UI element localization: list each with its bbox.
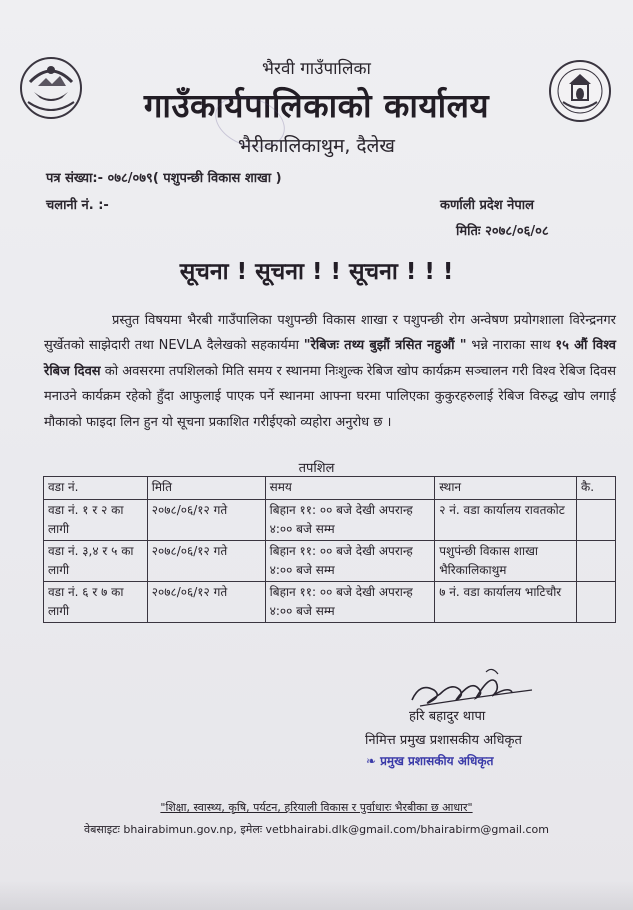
ward-cell: वडा नं. ६ र ७ का लागी — [44, 582, 148, 623]
place-cell: २ नं. वडा कार्यालय रावतकोट — [435, 500, 577, 541]
office-address: भैरीकालिकाथुम, दैलेख — [238, 135, 395, 157]
designation-stamp — [366, 752, 493, 769]
place-cell: पशुपंन्छी विकास शाखा भैरिकालिकाथुम — [435, 541, 577, 582]
place-cell: ७ नं. वडा कार्यालय भाटिचौर — [435, 582, 577, 623]
column-header-time: समय — [265, 477, 435, 500]
table-row — [44, 500, 616, 541]
remarks-cell — [577, 541, 616, 582]
table-caption: तपशिल — [298, 461, 335, 476]
schedule-table — [43, 476, 616, 623]
table-row — [44, 541, 616, 582]
notice-headline: सूचना ! सूचना ! ! सूचना ! ! ! — [179, 259, 454, 285]
dispatch-number: चलानी नं. :- — [46, 198, 109, 213]
table-header-row — [44, 477, 616, 500]
ward-cell: वडा नं. ३,४ र ५ का लागी — [44, 541, 148, 582]
time-cell: बिहान ११: ०० बजे देखी अपरान्ह ४:०० बजे सम्म — [265, 541, 435, 582]
page-shadow — [0, 880, 633, 910]
date-cell: २०७८/०६/१२ गते — [147, 500, 265, 541]
municipality-name: भैरवी गाउँपालिका — [262, 59, 371, 79]
signatory-name: हरि बहादुर थापा — [409, 709, 486, 724]
province-name: कर्णाली प्रदेश नेपाल — [440, 198, 534, 213]
footer-contact: वेबसाइटः bhairabimun.gov.np, इमेलः vetbhairabi.dlk@gmail.com/bhairabirm@gmail.com — [84, 823, 549, 836]
column-header-ward: वडा नं. — [44, 477, 148, 500]
office-title: गाउँकार्यपालिकाको कार्यालय — [143, 86, 490, 125]
column-header-date: मिति — [147, 477, 265, 500]
body-text-2: भन्ने नाराका साथ — [466, 338, 556, 354]
reference-number: पत्र संख्या:- ०७८/०७९( पशुपन्छी विकास शाखा ) — [46, 171, 282, 186]
footer-motto: "शिक्षा, स्वास्थ्य, कृषि, पर्यटन, हरियाली विकास र पुर्वाधारः भैरबीका छ आधार" — [160, 801, 473, 814]
date-cell: २०७८/०६/१२ गते — [147, 541, 265, 582]
event-name-text: १५ औं विश्व रेबिज दिवस — [44, 338, 616, 379]
remarks-cell — [577, 582, 616, 623]
ward-cell: वडा नं. १ र २ का लागी — [44, 500, 148, 541]
body-text-3: को अवसरमा तपशिलको मिति समय र स्थानमा निःशुल्क रेबिज खोप कार्यक्रम सञ्चालन गरी विश्व रेबिज दिवस मनाउने कार्यक्रम रहेको हुँदा आफुलाई पाएक पर्ने स्थानमा आफ्ना घरमा पालिएका कुकुरहरुलाई रेबिज विरुद्ध खोप लगाई मौकाको फाइदा लिन हुन यो सूचना प्रकाशित गरीईएको व्यहोरा अनुरोध छ । — [44, 363, 616, 430]
letter-date: मितिः २०७८/०६/०८ — [456, 224, 549, 239]
time-cell: बिहान ११: ०० बजे देखी अपरान्ह ४:०० बजे सम्म — [265, 500, 435, 541]
time-cell: बिहान ११: ०० बजे देखी अपरान्ह ४:०० बजे सम्म — [265, 582, 435, 623]
stamp-mark-icon: ❧ — [366, 754, 377, 768]
signatory-title: निमित्त प्रमुख प्रशासकीय अधिकृत — [365, 733, 522, 748]
date-cell: २०७८/०६/१२ गते — [147, 582, 265, 623]
slogan-text: "रेबिजः तथ्य बुझौं त्रसित नहुऔं " — [303, 338, 467, 354]
column-header-remarks: कै. — [577, 477, 616, 500]
column-header-place: स्थान — [435, 477, 577, 500]
table-row — [44, 582, 616, 623]
remarks-cell — [577, 500, 616, 541]
stamp-text: प्रमुख प्रशासकीय अधिकृत — [380, 754, 494, 768]
notice-body — [44, 308, 616, 435]
body-text-1: प्रस्तुत विषयमा भैरबी गाउँपालिका पशुपन्छी विकास शाखा र पशुपन्छी रोग अन्वेषण प्रयोगशाला विरेन्द्रनगर सुर्खेतको साझेदारी तथा NEVLA दैलेखको सहकार्यमा — [44, 313, 616, 354]
